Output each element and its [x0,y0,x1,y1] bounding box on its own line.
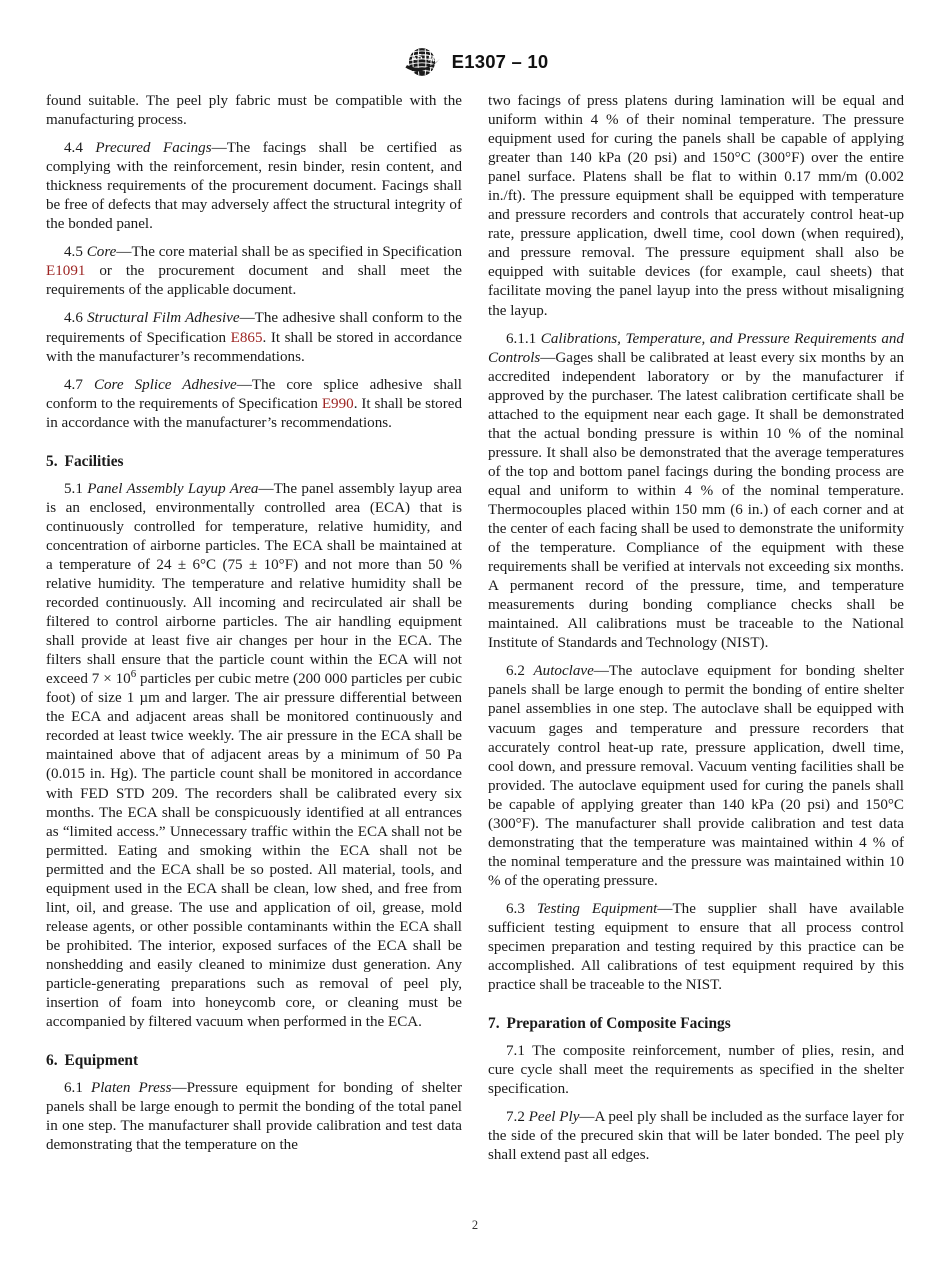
para-number: 7.1 [506,1043,525,1060]
paragraph-7-1 [488,1042,904,1099]
para-term: Testing Equipment [536,900,658,917]
spec-link-e1091[interactable]: E1091 [46,263,86,280]
paragraph-4-4 [46,139,462,234]
para-body-cont: . It shall be stored in accordance with the manufacturer’s recommendations. [46,329,462,365]
para-number: 6.1.1 [506,330,537,347]
para-number: 5.1 [64,480,83,497]
para-body: —The supplier shall have available sufficient testing equipment to ensure that all process control specimen preparation and testing required by this practice can be accomplished. All calibrations of test equipment required by this practice shall be traceable to the NIST. [488,900,904,994]
para-body-cont: particles per cubic metre (200 000 particles per cubic foot) of size 1 µm and larger. The air pressure differential between the ECA and adjacent areas shall be monitored continuously and recorded at least twice weekly. The air pressure in the ECA shall be maintained above that of adjacent areas by a minimum of 50 Pa (0.015 in. Hg). The particle count shall be monitored in accordance with FED STD 209. The recorders shall be calibrated every six months. The ECA shall be conspicuously identified at all entrances as “limited access.” Unnecessary traffic within the ECA shall not be permitted. Eating and smoking within the ECA shall not be permitted and the ECA shall be so posted. All material, tools, and equipment used in the ECA shall be clean, low shed, and free from lint, oil, and grease. The use and application of oil, grease, mold release agents, or other possible contaminants within the ECA shall be prohibited. The interior, exposed surfaces of the ECA shall be nonshedding and easily cleaned to minimize dust generation. Any particle-generating preparations such as removal of peel ply, insertion of foam into honeycomb core, or cleaning must be accompanied by filtered vacuum when performed in the ECA. [46,671,462,1031]
paragraph-6-3 [488,900,904,995]
para-number: 6.3 [506,900,525,917]
para-body-cont: . It shall be stored in accordance with the manufacturer’s recommendations. [46,395,463,431]
para-term: Panel Assembly Layup Area [87,480,259,497]
body-columns [46,92,904,1165]
para-body: The composite reinforcement, number of plies, resin, and cure cycle shall meet the requirements as specified in the shelter specification. [488,1043,904,1098]
paragraph-4-6 [46,309,462,366]
para-term: Peel Ply [528,1109,580,1126]
para-body: —Gages shall be calibrated at least every six months by an accredited independent laboratory or by the manufacturer if approved by the purchaser. The latest calibration certificate shall be attached to the equipment near each gage. It shall be demonstrated that the actual bonding pressure is within 10 % of the nominal pressure. It shall also be demonstrated that the average temperatures of the top and bottom panel facings during the bonding process are equal and uniform to within 4 % of the nominal temperature. Thermocouples placed within 150 mm (6 in.) of each corner and at the center of each facing shall be used to demonstrate the uniformity of the temperature. Compliance of the equipment with these requirements shall be verified at intervals not exceeding six months. A permanent record of the pressure, time, and temperature measurements during bonding compliance checks shall be maintained. All calibrations must be traceable to the National Institute of Standards and Technology (NIST). [488,349,904,652]
section-title: Preparation of Composite Facings [506,1015,731,1033]
section-number: 5. [46,452,58,470]
paragraph-7-2 [488,1108,904,1165]
para-term: Core Splice Adhesive [93,376,237,393]
para-term: Platen Press [91,1080,172,1097]
paragraph-4-7 [46,376,462,433]
paragraph-6-2 [488,662,904,891]
page-number: 2 [471,1218,479,1232]
svg-text:T: T [422,52,428,62]
para-term: Structural Film Adhesive [87,310,240,327]
para-number: 7.2 [506,1109,525,1126]
svg-text:S: S [416,52,423,62]
para-body-cont: or the procurement document and shall meet the requirements of the applicable document. [46,263,462,299]
standard-designation: E1307 – 10 [451,51,549,72]
paragraph-4-5 [46,243,462,300]
para-number: 4.5 [64,244,83,261]
paragraph-5-1 [46,480,462,1032]
paragraph-6-1-1 [488,330,904,654]
para-body: —The adhesive shall conform to the requirements of Specification [46,310,462,346]
section-number: 6. [46,1052,58,1070]
section-title: Equipment [64,1052,139,1070]
svg-text:A: A [410,53,417,63]
exponent: 6 [130,668,137,681]
section-heading-6 [46,1051,462,1070]
para-body: —The facings shall be certified as complying with the reinforcement, resin binder, resin content, and thickness requirements of the procurement document. Facings shall be free of defects that may adversely affect the structural integrity of the bonded panel. [46,140,462,233]
paragraph-continued: found suitable. The peel ply fabric must be compatible with the manufacturing process. [46,93,462,129]
paragraph-6-1 [46,1079,462,1155]
para-body: —The core material shall be as specified in Specification [116,244,463,261]
para-body: —The core splice adhesive shall conform to the requirements of Specification [46,376,462,412]
para-term: Precured Facings [95,140,212,157]
para-number: 4.7 [64,376,83,393]
para-body: —The autoclave equipment for bonding shelter panels shall be large enough to permit the bonding of entire shelter panel assemblies in one step. The autoclave shall be equipped with vacuum gages and temperature and pressure recorders that accurately control heat-up rate, pressure application, dwell time, cool down, and pressure removal. Vacuum venting facilities shall be provided. The autoclave equipment used for curing the panels shall be capable of applying greater than 140 kPa (20 psi) and 150°C (300°F). The manufacturer shall provide calibration and test data demonstrating that the temperature was maintained within 4 % of the nominal temperature and the pressure was maintained within 10 % of the operating pressure. [488,663,904,889]
section-heading-7 [488,1014,904,1033]
astm-logo-icon [402,47,442,77]
section-number: 7. [488,1015,500,1033]
para-number: 4.6 [64,310,83,327]
page-header [0,0,950,80]
paragraph-continued: two facings of press platens during lamination will be equal and uniform within 4 % of their nominal temperature. The pressure equipment used for curing the panels shall be capable of applying greater than 140 kPa (20 psi) and 150°C (300°F) over the entire panel surface. Platens shall be flat to within 0.17 mm/m (0.002 in./ft). The pressure equipment shall be equipped with temperature and pressure recorders and controls that accurately control heat-up rate, pressure application, dwell time, cool down (when required), and pressure removal. The pressure equipment shall also be equipped with suitable devices (for example, caul sheets) that facilitate moving the panel layup into the press without misaligning the layup. [488,93,904,319]
para-number: 6.1 [64,1080,83,1097]
para-term: Core [86,244,117,261]
para-body: —A peel ply shall be included as the surface layer for the side of the precured skin that will be later bonded. The peel ply shall extend past all edges. [488,1109,904,1164]
para-body: —The panel assembly layup area is an enclosed, environmentally controlled area (ECA) that is continuously controlled for temperature, relative humidity, and concentration of airborne particles. The ECA shall be maintained at a temperature of 24 ± 6°C (75 ± 10°F) and not more than 50 % relative humidity. The temperature and relative humidity shall be recorded continuously. All incoming and recirculated air shall be filtered to control airborne particles. The air handling equipment shall provide at least five air changes per hour in the ECA. The filters shall ensure that the particle count within the ECA will not exceed 7 × 10 [46,480,462,688]
spec-link-e990[interactable]: E990 [321,395,354,412]
para-term: Calibrations, Temperature, and Pressure Requirements and Controls [488,330,904,366]
para-number: 4.4 [64,140,83,157]
section-title: Facilities [64,452,124,470]
right-column [488,92,904,1165]
para-number: 6.2 [506,663,525,680]
para-term: Autoclave [533,663,594,680]
para-body: —Pressure equipment for bonding of shelter panels shall be large enough to permit the bonding of the total panel in one step. The manufacturer shall provide calibration and test data demonstrating that the temperature on the [46,1080,463,1154]
spec-link-e865[interactable]: E865 [230,329,263,346]
svg-text:M: M [427,53,436,64]
left-column [46,92,462,1165]
section-heading-5 [46,452,462,471]
